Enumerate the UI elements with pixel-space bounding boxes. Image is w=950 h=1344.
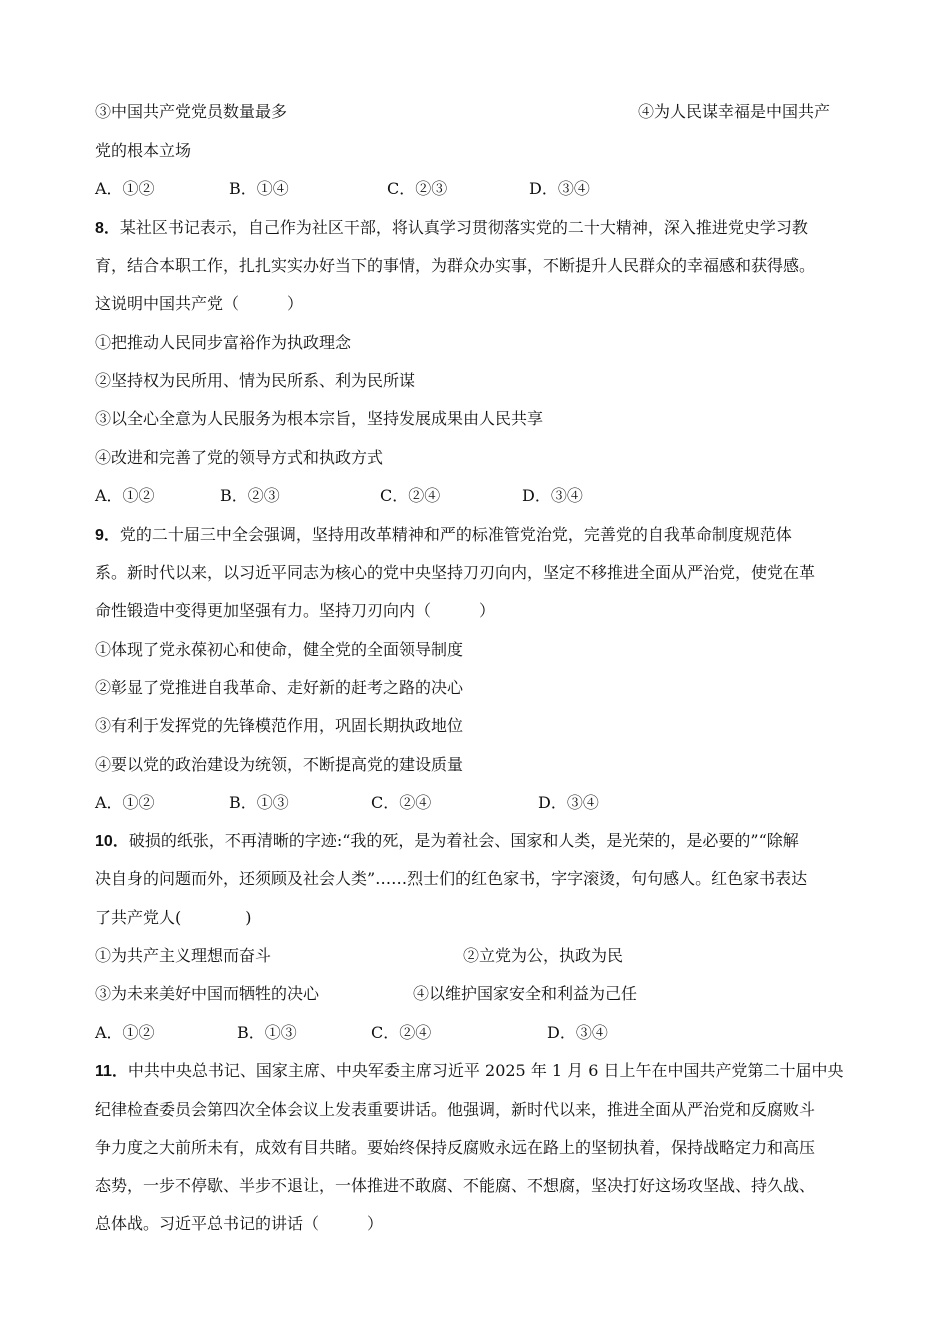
q7-option-d[interactable]: D．③④ — [529, 179, 590, 198]
q11-stem-text-1: 中共中央总书记、国家主席、中央军委主席习近平 2025 年 1 月 6 日上午在中国共产党第二十届中央 — [127, 1061, 844, 1080]
q11-stem-line-4: 态势，一步不停歇、半步不退让，一体推进不敢腐、不能腐、不想腐，坚决打好这场攻坚战、持久战、 — [95, 1176, 816, 1195]
q10-option-d[interactable]: D．③④ — [547, 1023, 608, 1042]
q7-option-a[interactable]: A．①② — [95, 179, 155, 198]
q7-option-b[interactable]: B．①④ — [229, 179, 289, 198]
q10-statement-3: ③为未来美好中国而牺牲的决心 — [95, 984, 320, 1003]
q9-stem-line-1 — [95, 525, 792, 546]
q8-option-c[interactable]: C．②④ — [380, 486, 441, 505]
q9-statement-2: ②彰显了党推进自我革命、走好新的赶考之路的决心 — [95, 678, 464, 697]
q10-option-b[interactable]: B．①③ — [237, 1023, 297, 1042]
q7-option-c[interactable]: C．②③ — [387, 179, 448, 198]
q10-stem-line-1 — [95, 831, 799, 852]
q10-statement-1: ①为共产主义理想而奋斗 — [95, 946, 272, 965]
q9-stem-line-3: 命性锻造中变得更加坚强有力。坚持刀刃向内（ ） — [95, 601, 496, 620]
q9-stem-line-2: 系。新时代以来，以习近平同志为核心的党中央坚持刀刃向内，坚定不移推进全面从严治党，使党在革 — [95, 563, 816, 582]
q8-option-a[interactable]: A．①② — [95, 486, 155, 505]
q11-stem-line-2: 纪律检查委员会第四次全体会议上发表重要讲话。他强调，新时代以来，推进全面从严治党和反腐败斗 — [95, 1100, 816, 1119]
q8-statement-3: ③以全心全意为人民服务为根本宗旨，坚持发展成果由人民共享 — [95, 409, 544, 428]
q7-statement-4-cont: 党的根本立场 — [95, 141, 192, 160]
q10-option-c[interactable]: C．②④ — [371, 1023, 432, 1042]
q10-stem-text-1: 破损的纸张，不再清晰的字迹:“我的死，是为着社会、国家和人类，是光荣的，是必要的”“除解 — [128, 831, 799, 850]
q8-stem-line-1 — [95, 218, 808, 239]
q8-stem-line-2: 育，结合本职工作，扎扎实实办好当下的事情，为群众办实事，不断提升人民群众的幸福感和获得感。 — [95, 256, 816, 275]
q8-statement-2: ②坚持权为民所用、情为民所系、利为民所谋 — [95, 371, 416, 390]
q10-statement-2: ②立党为公，执政为民 — [463, 946, 624, 965]
q9-statement-3: ③有利于发挥党的先锋模范作用，巩固长期执政地位 — [95, 716, 464, 735]
q11-number: 11． — [95, 1063, 128, 1080]
q8-statement-4: ④改进和完善了党的领导方式和执政方式 — [95, 448, 384, 467]
q11-stem-line-3: 争力度之大前所未有，成效有目共睹。要始终保持反腐败永远在路上的坚韧执着，保持战略定力和高压 — [95, 1138, 816, 1157]
q8-number: 8． — [95, 220, 120, 237]
q8-statement-1: ①把推动人民同步富裕作为执政理念 — [95, 333, 352, 352]
q10-number: 10． — [95, 833, 129, 850]
q9-statement-4: ④要以党的政治建设为统领，不断提高党的建设质量 — [95, 755, 464, 774]
q8-stem-text-1: 某社区书记表示，自己作为社区干部，将认真学习贯彻落实党的二十大精神，深入推进党史学习教 — [119, 218, 808, 237]
q11-stem-line-5: 总体战。习近平总书记的讲话（ ） — [95, 1214, 384, 1233]
q10-stem-line-2: 决自身的问题而外，还须顾及社会人类”……烈士们的红色家书，字字滚烫，句句感人。红色家书表达 — [95, 869, 808, 888]
q9-option-c[interactable]: C．②④ — [371, 793, 432, 812]
q10-stem-line-3: 了共产党人( ) — [95, 908, 252, 927]
q9-option-b[interactable]: B．①③ — [229, 793, 289, 812]
q11-stem-line-1 — [95, 1061, 844, 1082]
q9-option-a[interactable]: A．①② — [95, 793, 155, 812]
q8-stem-line-3: 这说明中国共产党（ ） — [95, 294, 304, 313]
q9-stem-text-1: 党的二十届三中全会强调，坚持用改革精神和严的标准管党治党，完善党的自我革命制度规范体 — [119, 525, 792, 544]
q10-statement-4: ④以维护国家安全和利益为己任 — [413, 984, 638, 1003]
q7-statement-4: ④为人民谋幸福是中国共产 — [638, 102, 831, 121]
q10-option-a[interactable]: A．①② — [95, 1023, 155, 1042]
q8-option-b[interactable]: B．②③ — [220, 486, 280, 505]
q9-statement-1: ①体现了党永葆初心和使命，健全党的全面领导制度 — [95, 640, 464, 659]
q9-option-d[interactable]: D．③④ — [538, 793, 599, 812]
q7-statement-3: ③中国共产党党员数量最多 — [95, 102, 288, 121]
q8-option-d[interactable]: D．③④ — [522, 486, 583, 505]
q9-number: 9． — [95, 527, 120, 544]
